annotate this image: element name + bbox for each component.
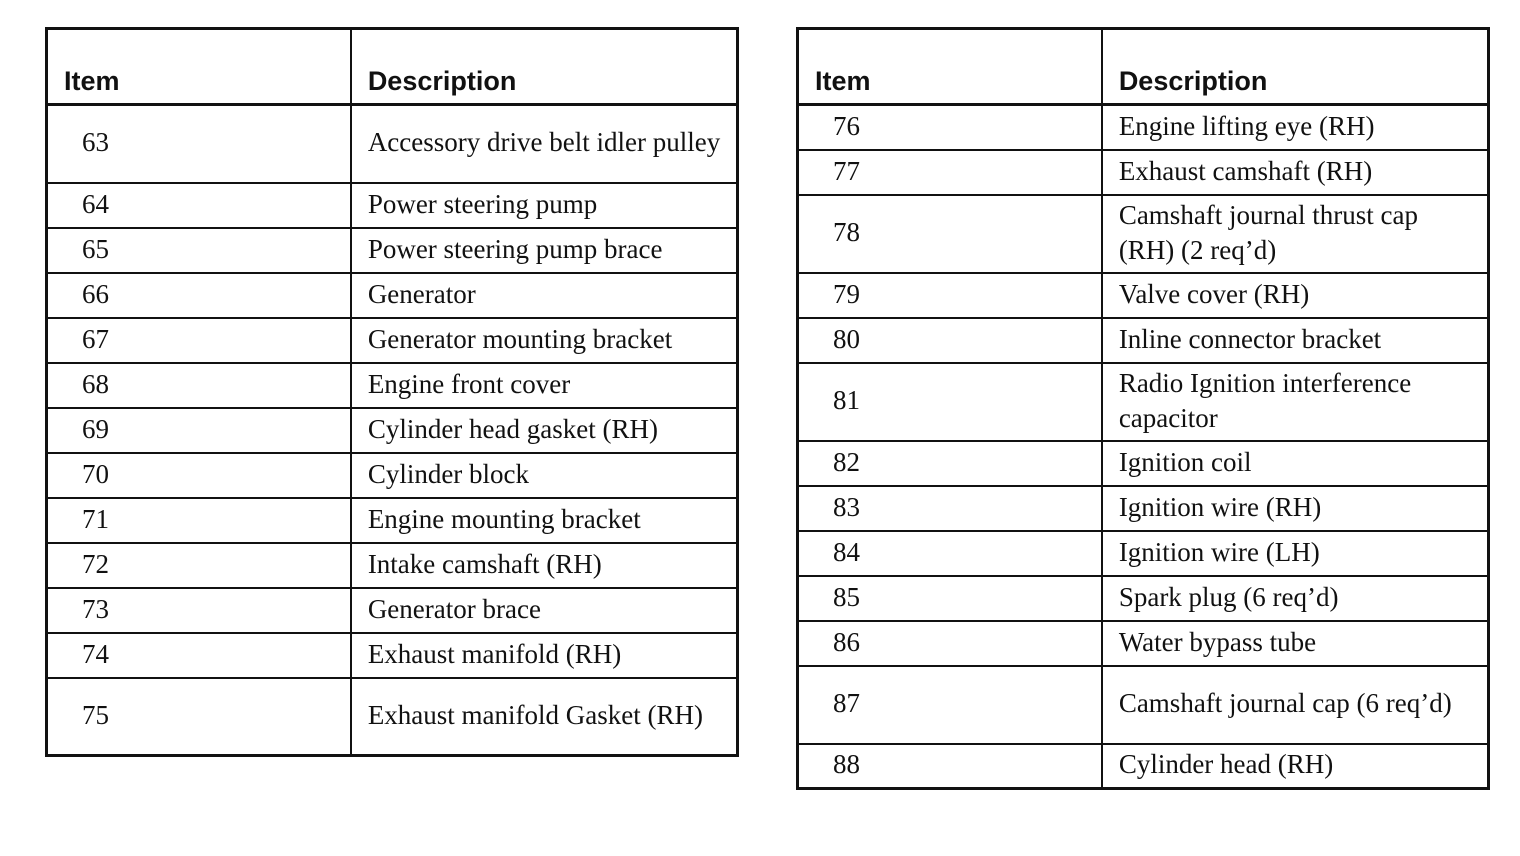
item-description: Power steering pump — [351, 183, 738, 228]
item-number: 88 — [798, 744, 1102, 789]
item-description: Exhaust camshaft (RH) — [1102, 150, 1489, 195]
table-row — [47, 318, 738, 363]
item-description: Ignition coil — [1102, 441, 1489, 486]
item-header: Item — [47, 29, 351, 105]
item-number: 79 — [798, 273, 1102, 318]
item-description: Camshaft journal thrust cap (RH) (2 req’d) — [1102, 195, 1489, 273]
table-row — [47, 363, 738, 408]
table-row — [798, 150, 1489, 195]
item-description: Engine mounting bracket — [351, 498, 738, 543]
item-number: 63 — [47, 105, 351, 183]
item-description: Ignition wire (RH) — [1102, 486, 1489, 531]
item-description: Intake camshaft (RH) — [351, 543, 738, 588]
item-description: Inline connector bracket — [1102, 318, 1489, 363]
table-row — [798, 744, 1489, 789]
item-description: Engine front cover — [351, 363, 738, 408]
table-row — [798, 576, 1489, 621]
table-row — [798, 363, 1489, 441]
item-number: 82 — [798, 441, 1102, 486]
table-row — [47, 588, 738, 633]
item-description: Valve cover (RH) — [1102, 273, 1489, 318]
item-description: Spark plug (6 req’d) — [1102, 576, 1489, 621]
item-description: Camshaft journal cap (6 req’d) — [1102, 666, 1489, 744]
item-description: Exhaust manifold (RH) — [351, 633, 738, 678]
item-description: Water bypass tube — [1102, 621, 1489, 666]
item-description: Accessory drive belt idler pulley — [351, 105, 738, 183]
header-row — [47, 29, 738, 105]
item-number: 83 — [798, 486, 1102, 531]
table-row — [47, 105, 738, 183]
item-description: Cylinder head gasket (RH) — [351, 408, 738, 453]
item-number: 67 — [47, 318, 351, 363]
table-row — [47, 633, 738, 678]
item-description: Engine lifting eye (RH) — [1102, 105, 1489, 150]
table-row — [798, 318, 1489, 363]
item-description: Power steering pump brace — [351, 228, 738, 273]
item-number: 74 — [47, 633, 351, 678]
table-row — [47, 498, 738, 543]
item-number: 72 — [47, 543, 351, 588]
table-row — [798, 273, 1489, 318]
item-number: 68 — [47, 363, 351, 408]
table-row — [798, 531, 1489, 576]
header-row — [798, 29, 1489, 105]
table-row — [798, 195, 1489, 273]
item-number: 78 — [798, 195, 1102, 273]
item-number: 84 — [798, 531, 1102, 576]
item-description: Cylinder head (RH) — [1102, 744, 1489, 789]
item-number: 81 — [798, 363, 1102, 441]
table-row — [798, 486, 1489, 531]
item-number: 87 — [798, 666, 1102, 744]
item-description: Generator — [351, 273, 738, 318]
parts-table-left — [45, 27, 739, 757]
table-row — [47, 273, 738, 318]
item-number: 85 — [798, 576, 1102, 621]
item-number: 75 — [47, 678, 351, 756]
table-row — [47, 408, 738, 453]
item-description: Cylinder block — [351, 453, 738, 498]
item-header: Item — [798, 29, 1102, 105]
table-row — [47, 228, 738, 273]
table-row — [798, 666, 1489, 744]
item-number: 69 — [47, 408, 351, 453]
item-description: Generator mounting bracket — [351, 318, 738, 363]
item-number: 71 — [47, 498, 351, 543]
item-description: Generator brace — [351, 588, 738, 633]
item-number: 76 — [798, 105, 1102, 150]
parts-table-right — [796, 27, 1490, 790]
table-row — [798, 105, 1489, 150]
item-number: 70 — [47, 453, 351, 498]
table-row — [47, 183, 738, 228]
item-description: Radio Ignition interference capacitor — [1102, 363, 1489, 441]
description-header: Description — [351, 29, 738, 105]
item-number: 86 — [798, 621, 1102, 666]
table-row — [47, 453, 738, 498]
table-row — [47, 543, 738, 588]
table-row — [798, 621, 1489, 666]
table-row — [47, 678, 738, 756]
item-description: Exhaust manifold Gasket (RH) — [351, 678, 738, 756]
item-number: 66 — [47, 273, 351, 318]
item-description: Ignition wire (LH) — [1102, 531, 1489, 576]
item-number: 73 — [47, 588, 351, 633]
item-number: 65 — [47, 228, 351, 273]
item-number: 77 — [798, 150, 1102, 195]
item-number: 80 — [798, 318, 1102, 363]
description-header: Description — [1102, 29, 1489, 105]
item-number: 64 — [47, 183, 351, 228]
table-row — [798, 441, 1489, 486]
